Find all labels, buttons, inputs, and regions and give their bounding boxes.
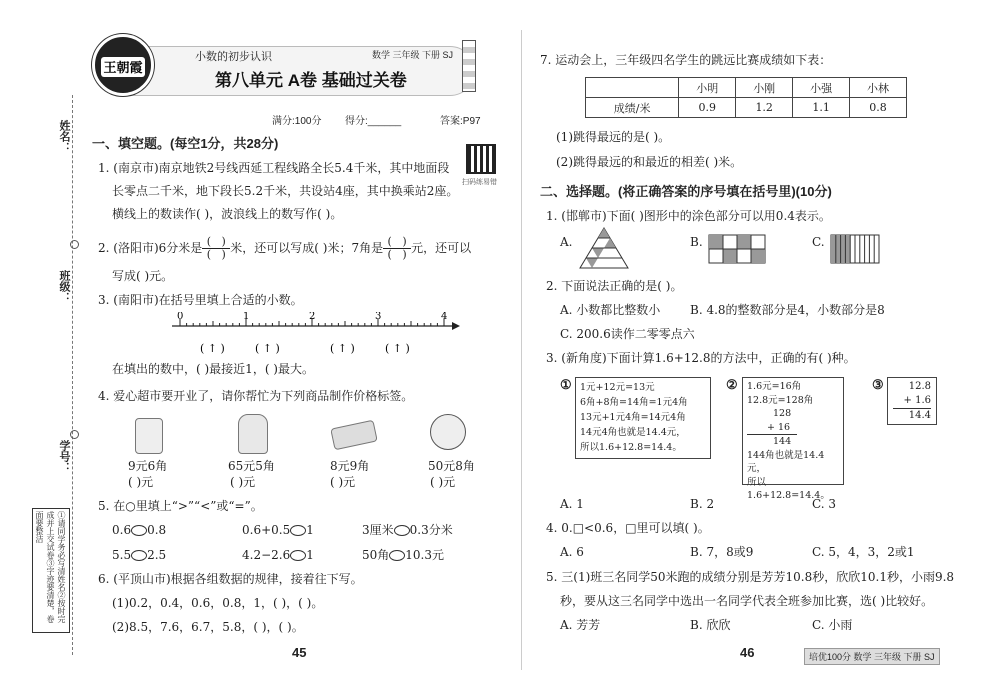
number-line-label: 2	[309, 312, 316, 322]
c5-line2: 秒，要从这三名同学中选出一名同学代表全班参加比赛，选( )比较好。	[560, 594, 934, 608]
full-score: 满分:100分	[272, 116, 322, 127]
c5-opt-a: A. 芳芳	[560, 618, 601, 632]
q3: 3. (南阳市)在括号里填上合适的小数。	[98, 293, 303, 307]
c5-line1: 5. 三(1)班三名同学50米跑的成绩分别是芳芳10.8秒，欣欣10.1秒，小雨9.8	[546, 570, 955, 584]
number-line	[160, 312, 460, 362]
q7-part1: (1)跳得最远的是( )。	[556, 130, 671, 144]
rect-figure-c	[830, 234, 880, 264]
c3-opt-c: C. 3	[812, 497, 837, 511]
svg-text:( ↑ ): ( ↑ )	[385, 342, 410, 355]
section-choice: 二、选择题。(将正确答案的序号填在括号里)(10分)	[540, 184, 832, 199]
subject-info: 数学 三年级 下册 SJ	[372, 50, 454, 60]
good-4-blank: ( )元	[430, 475, 456, 489]
good-1-blank: ( )元	[128, 475, 154, 489]
q3-answer: 在填出的数中，( )最接近1，( )最大。	[112, 362, 314, 376]
c5-opt-b: B. 欣欣	[690, 618, 731, 632]
compare-6: 50角 10.3元	[362, 548, 445, 562]
number-line-label: 1	[243, 312, 250, 322]
q6-part1: (1)0.2，0.4，0.6，0.8，1，( )，( )。	[112, 596, 324, 610]
c1: 1. (邯郸市)下面( )图形中的涂色部分可以用0.4表示。	[546, 209, 831, 223]
footer-brand: 培优100分 数学 三年级 下册 SJ	[804, 648, 940, 665]
score-field[interactable]: 得分:______	[345, 116, 402, 127]
compare-1: 0.6 0.8	[112, 523, 167, 537]
c1-opt-c: C.	[812, 235, 825, 249]
backpack-icon	[238, 414, 268, 454]
c5-opt-c: C. 小雨	[812, 618, 853, 632]
c2: 2. 下面说法正确的是( )。	[546, 279, 683, 293]
qr-caption: 扫码练易错	[462, 178, 497, 186]
rice-cooker-icon	[135, 418, 163, 454]
q6: 6. (平顶山市)根据各组数据的规律，接着往下写。	[98, 572, 363, 586]
q1-line1: 1. (南京市)南京地铁2号线西延工程线路全长5.4千米，其中地面段	[98, 161, 450, 175]
q7: 7. 运动会上，三年级四名学生的跳远比赛成绩如下表：	[540, 53, 832, 67]
q6-part2: (2)8.5，7.6，6.7，5.8，( )，( )。	[112, 620, 304, 634]
c3-opt-a: A. 1	[560, 497, 584, 511]
c2-opt-c: C. 200.6读作二零零点六	[560, 327, 695, 341]
c2-opt-a: A. 小数都比整数小	[560, 303, 661, 317]
method-2: 1.6元=16角 12.8元=128角 128 + 16 144 144角也就是14.4元， 所以1.6+12.8=14.4。	[742, 377, 844, 485]
good-4-price: 50元8角	[428, 459, 475, 473]
method-3: 12.8 + 1.6 14.4	[887, 377, 937, 425]
c3-opt-b: B. 2	[690, 497, 715, 511]
number-line-label: 4	[441, 312, 448, 322]
compare-4: 5.5 2.5	[112, 548, 167, 562]
good-1-price: 9元6角	[128, 459, 168, 473]
page-number-left: 45	[292, 645, 307, 660]
jump-table: 小明 小刚 小强 小林 成绩/米 0.9 1.2 1.1 0.8	[585, 77, 907, 118]
compare-3: 3厘米 0.3分米	[362, 523, 453, 537]
name-label: 姓名：	[58, 120, 70, 153]
answer-ref: 答案:P97	[440, 116, 481, 127]
number-line-label: 0	[177, 312, 184, 322]
c1-opt-b: B.	[690, 235, 703, 249]
brand-logo: 王朝霞	[92, 34, 154, 96]
id-label: 学号：	[58, 440, 70, 473]
good-3-price: 8元9角	[330, 459, 370, 473]
method-1: 1元+12元=13元 6角+8角=14角=1元4角 13元+1元4角=14元4角 14元4角也就是14.4元， 所以1.6+12.8=14.4。	[575, 377, 711, 459]
good-2-price: 65元5角	[228, 459, 275, 473]
number-line-label: 3	[375, 312, 382, 322]
c3: 3. (新角度)下面计算1.6+12.8的方法中，正确的有( )种。	[546, 351, 856, 365]
pencil-case-icon	[330, 420, 378, 451]
svg-text:( ↑ ): ( ↑ )	[200, 342, 225, 355]
svg-text:( ↑ ): ( ↑ )	[255, 342, 280, 355]
triangle-figure	[578, 226, 630, 270]
q1-line3: 横线上的数读作( )，波浪线上的数写作( )。	[112, 207, 343, 221]
notes-box: ①请同学务必写清姓名②按时完成并上交试卷③字迹要清楚，卷面要整洁	[32, 508, 70, 633]
qr-code	[466, 144, 496, 174]
q7-part2: (2)跳得最远的和最近的相差( )米。	[556, 155, 743, 169]
section-fill: 一、填空题。(每空1分，共28分)	[92, 136, 279, 151]
lighthouse-icon	[462, 40, 476, 92]
good-3-blank: ( )元	[330, 475, 356, 489]
page-divider	[521, 30, 522, 670]
page-title: 第八单元 A卷 基础过关卷	[215, 71, 407, 90]
unit-subtitle: 小数的初步认识	[195, 51, 272, 63]
q1-line2: 长零点二千米，地下段长5.2千米，共设站4座，其中换乘站2座。	[112, 184, 459, 198]
rect-figure-b	[708, 234, 766, 264]
compare-5: 4.2−2.6 1	[242, 548, 314, 562]
c4: 4. 0.□<0.6，□里可以填( )。	[546, 521, 710, 535]
page-number-right: 46	[740, 645, 755, 660]
c2-opt-b: B. 4.8的整数部分是4，小数部分是8	[690, 303, 885, 317]
volleyball-icon	[430, 414, 466, 450]
c4-opt-b: B. 7，8或9	[690, 545, 754, 559]
binding-strip	[0, 0, 88, 694]
q5: 5. 在○里填上“>”“<”或“=”。	[98, 499, 263, 513]
q4: 4. 爱心超市要开业了，请你帮忙为下列商品制作价格标签。	[98, 389, 414, 403]
svg-text:( ↑ ): ( ↑ )	[330, 342, 355, 355]
q2: 2. (洛阳市)6分米是 $\frac{( )}{( )}$ 米，还可以写成( )米；7角是 $\frac{( )}{( )}$ 元，还可以	[98, 235, 472, 261]
compare-2: 0.6+0.5 1	[242, 523, 314, 537]
good-2-blank: ( )元	[230, 475, 256, 489]
q2-line2: 写成( )元。	[112, 269, 174, 283]
class-label: 班级：	[58, 270, 70, 303]
c4-opt-c: C. 5，4，3，2或1	[812, 545, 915, 559]
c4-opt-a: A. 6	[560, 545, 584, 559]
c1-opt-a: A.	[560, 235, 573, 249]
